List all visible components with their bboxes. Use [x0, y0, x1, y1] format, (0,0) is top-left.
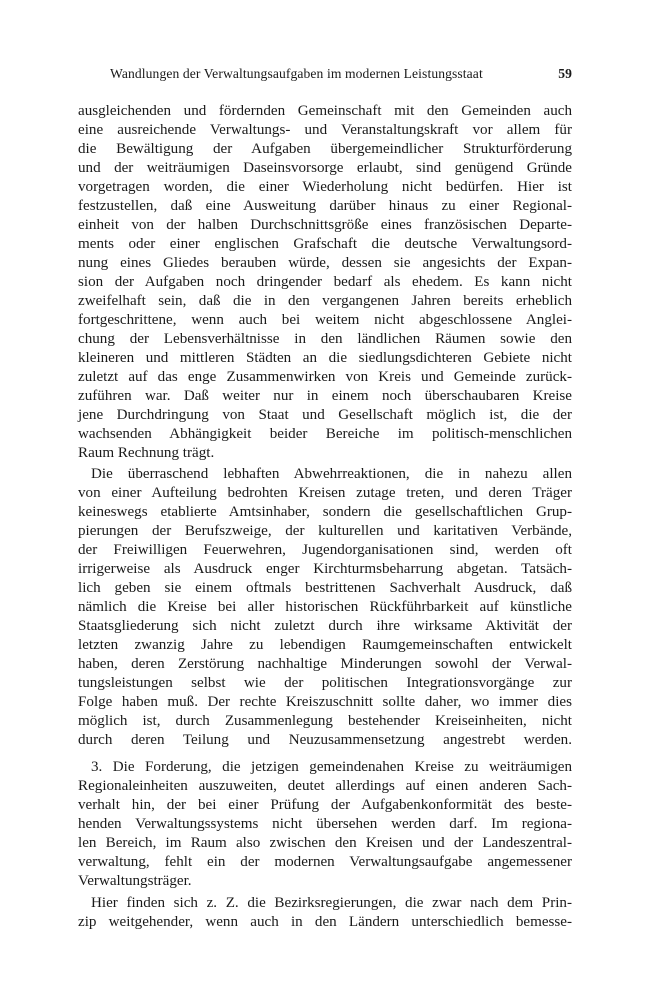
text-line: Raum Rechnung trägt.: [78, 445, 215, 461]
text-line: festzustellen, daß eine Ausweitung darüber hinaus zu einer Regional-: [78, 198, 572, 214]
text-line: verwaltung, fehlt ein der modernen Verwaltungsaufgabe angemessener: [78, 854, 572, 870]
running-title: Wandlungen der Verwaltungsaufgaben im modernen Leistungsstaat: [110, 66, 483, 81]
text-line: von einer Aufteilung bedrohten Kreisen zutage treten, und deren Träger: [78, 485, 572, 501]
text-line: nung eines Gliedes berauben würde, dessen sie angesichts der Expan-: [78, 255, 572, 271]
text-line: zip weitgehender, wenn auch in den Ländern unterschiedlich bemesse-: [78, 914, 572, 930]
text-line: Hier finden sich z. Z. die Bezirksregierungen, die zwar nach dem Prin-: [91, 895, 572, 911]
text-line: Staatsgliederung sich nicht zuletzt durch ihre wirksame Aktivität der: [78, 618, 572, 634]
running-header: [110, 66, 572, 82]
page-number: 59: [558, 66, 572, 81]
text-line: ausgleichenden und fördernden Gemeinschaft mit den Gemeinden auch: [78, 103, 572, 119]
text-line: und der weiträumigen Daseinsvorsorge erlaubt, sind genügend Gründe: [78, 160, 572, 176]
text-line: zuletzt auf das enge Zusammenwirken von Kreis und Gemeinde zurück-: [78, 369, 572, 385]
text-line: lich geben sie einem oftmals bestrittenen Sachverhalt Ausdruck, daß: [78, 580, 572, 596]
text-line: chung der Lebensverhältnisse in den ländlichen Räumen sowie den: [78, 331, 572, 347]
text-line: Verwaltungsträger.: [78, 873, 192, 889]
text-line: die Bewältigung der Aufgaben übergemeindlicher Strukturförderung: [78, 141, 572, 157]
text-line: sion der Aufgaben noch dringender bedarf als ehedem. Es kann nicht: [78, 274, 572, 290]
text-line: wachsenden Abhängigkeit beider Bereiche im politisch-menschlichen: [78, 426, 572, 442]
text-line: tungsleistungen selbst wie der politischen Integrationsvorgänge zur: [78, 675, 572, 691]
text-line: nämlich die Kreise bei aller historischen Rückführbarkeit auf künstliche: [78, 599, 572, 615]
text-line: verhalt hin, der bei einer Prüfung der Aufgabenkonformität des beste-: [78, 797, 572, 813]
text-line: der Freiwilligen Feuerwehren, Jugendorganisationen sind, werden oft: [78, 542, 572, 558]
text-line: eine ausreichende Verwaltungs- und Veranstaltungskraft vor allem für: [78, 122, 572, 138]
text-line: 3. Die Forderung, die jetzigen gemeindenahen Kreise zu weiträumigen: [91, 759, 572, 775]
text-line: keineswegs etablierte Amtsinhaber, sondern die gesellschaftlichen Grup-: [78, 504, 572, 520]
text-line: ments oder einer englischen Grafschaft die deutsche Verwaltungsord-: [78, 236, 572, 252]
text-line: einheit von der halben Durchschnittsgröße eines französischen Departe-: [78, 217, 572, 233]
text-line: kleineren und mittleren Städten an die siedlungsdichteren Gebiete nicht: [78, 350, 572, 366]
text-line: fortgeschrittene, wenn auch bei weitem nicht abgeschlossene Anglei-: [78, 312, 572, 328]
text-line: Folge haben muß. Der rechte Kreiszuschnitt sollte daher, wo immer dies: [78, 694, 572, 710]
text-line: zuführen war. Daß weiter nur in einem noch überschaubaren Kreise: [78, 388, 572, 404]
text-line: vorgetragen worden, die einer Wiederholung nicht bedürfen. Hier ist: [78, 179, 572, 195]
text-line: zweifelhaft sein, daß die in den vergangenen Jahren bereits erheblich: [78, 293, 572, 309]
text-line: durch deren Teilung und Neuzusammensetzung angestrebt werden.: [78, 732, 572, 748]
text-line: jene Durchdringung von Staat und Gesellschaft möglich ist, die der: [78, 407, 572, 423]
text-line: Die überraschend lebhaften Abwehrreaktionen, die in nahezu allen: [91, 466, 572, 482]
text-line: len Bereich, im Raum also zwischen den Kreisen und der Landeszentral-: [78, 835, 572, 851]
text-line: pierungen der Berufszweige, der kulturellen und karitativen Verbände,: [78, 523, 572, 539]
text-line: haben, deren Zerstörung nachhaltige Minderungen sowohl der Verwal-: [78, 656, 572, 672]
text-line: möglich ist, durch Zusammenlegung bestehender Kreiseinheiten, nicht: [78, 713, 572, 729]
text-line: Regionaleinheiten auszuweiten, deutet allerdings auf einen anderen Sach-: [78, 778, 572, 794]
text-line: letzten zwanzig Jahre zu lebendigen Raumgemeinschaften entwickelt: [78, 637, 572, 653]
text-line: irrigerweise als Ausdruck enger Kirchturmsbeharrung abgetan. Tatsäch-: [78, 561, 572, 577]
text-line: henden Verwaltungssystems nicht übersehen werden darf. Im regiona-: [78, 816, 572, 832]
